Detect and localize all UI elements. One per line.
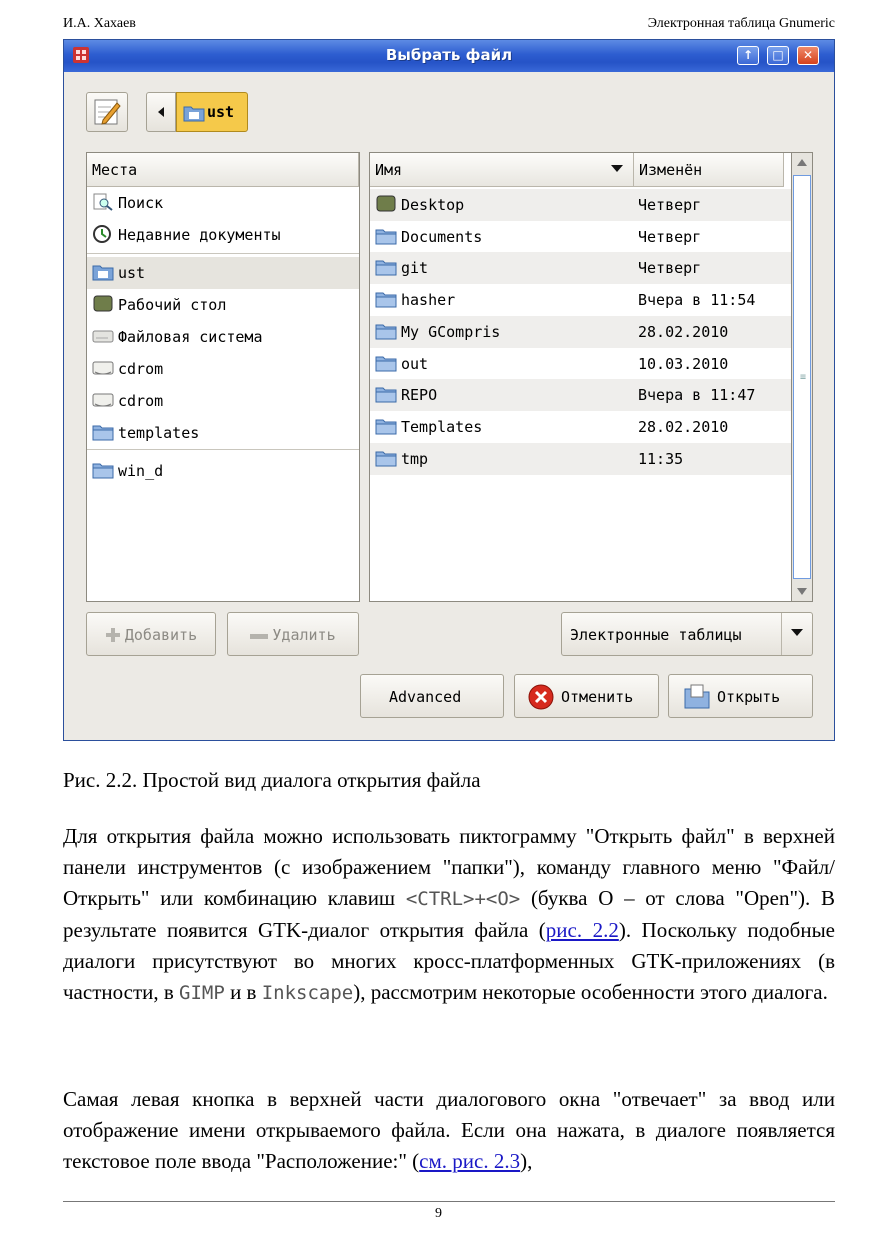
folder-icon (375, 354, 397, 372)
file-row[interactable] (370, 316, 812, 348)
places-item-label: cdrom (118, 392, 164, 410)
running-header-author: И.А. Хахаев (63, 16, 136, 31)
places-item[interactable] (87, 417, 359, 449)
remove-bookmark-button[interactable] (227, 612, 359, 656)
app-name-inkscape: Inkscape (261, 982, 354, 1004)
file-row[interactable] (370, 379, 812, 411)
file-modified: Четверг (638, 259, 702, 278)
type-filename-toggle[interactable] (86, 92, 128, 132)
paragraph-2-text-a: Самая левая кнопка в верхней части диалогового окна "отвечает" за ввод или отображение имени открываемого файла. Если она нажата, в диалоге появляется текстовое поле ввода "Расположение:" ( (63, 1087, 835, 1173)
file-modified: 10.03.2010 (638, 354, 729, 373)
places-item-label: Рабочий стол (118, 296, 227, 314)
file-modified: Четверг (638, 196, 702, 214)
places-item[interactable] (87, 385, 359, 417)
path-crumb-ust[interactable] (176, 92, 248, 132)
file-name: Templates (401, 417, 483, 436)
advanced-button[interactable] (360, 674, 504, 718)
home-folder-icon (92, 263, 114, 281)
file-row[interactable] (370, 348, 812, 380)
file-name: Documents (401, 227, 483, 246)
places-item-label: Недавние документы (118, 226, 281, 244)
places-item-label: templates (118, 424, 200, 442)
places-item[interactable] (87, 289, 359, 321)
recent-icon (92, 225, 114, 243)
file-modified: Вчера в 11:54 (638, 291, 756, 310)
folder-icon (375, 417, 397, 435)
filter-selected-value: Электронные таблицы (570, 626, 742, 644)
paragraph-2 (63, 1084, 835, 1177)
file-type-filter[interactable] (561, 612, 813, 656)
places-separator (87, 449, 359, 450)
cdrom-icon (92, 359, 114, 377)
file-name: REPO (401, 386, 438, 405)
minus-icon (250, 633, 268, 641)
scroll-down-icon (797, 588, 807, 595)
file-name: out (401, 354, 429, 373)
file-modified: 28.02.2010 (638, 417, 729, 436)
add-button-label: Добавить (124, 626, 198, 644)
sort-down-icon (611, 165, 623, 173)
dialog-title: Выбрать файл (385, 46, 513, 64)
arrow-up-icon: ↑ (742, 48, 754, 62)
places-item[interactable] (87, 257, 359, 289)
file-row[interactable] (370, 284, 812, 316)
file-modified: 28.02.2010 (638, 322, 729, 341)
keyboard-shortcut: <CTRL>+<O> (405, 888, 521, 910)
edit-pencil-icon (87, 93, 127, 131)
maximize-button[interactable] (767, 46, 789, 65)
app-name-gimp: GIMP (179, 982, 225, 1004)
home-folder-icon (183, 104, 205, 122)
cancel-icon (527, 683, 555, 711)
files-pane (369, 152, 813, 602)
places-item[interactable] (87, 455, 359, 487)
places-column-header[interactable]: Места (87, 153, 359, 187)
file-name: My GCompris (401, 322, 501, 341)
paragraph-1-text-d: и в (224, 980, 262, 1004)
files-scrollbar[interactable] (791, 152, 813, 602)
open-button[interactable] (668, 674, 813, 718)
filter-dropdown-toggle[interactable] (781, 613, 812, 655)
add-bookmark-button[interactable] (86, 612, 216, 656)
advanced-button-label: Advanced (389, 688, 462, 706)
folder-icon (375, 290, 397, 308)
places-pane (86, 152, 360, 602)
places-item-label: Файловая система (118, 328, 263, 346)
title-bar (64, 40, 834, 72)
file-row[interactable] (370, 443, 812, 475)
paragraph-1-text-b: (буква O – от слова "Open"). В результате появится GTK-диалог открытия файла ( (63, 886, 836, 942)
cancel-button[interactable] (514, 674, 659, 718)
arrow-left-icon (147, 93, 175, 131)
close-icon: ✕ (802, 48, 814, 62)
folder-icon (375, 258, 397, 276)
open-button-label: Открыть (717, 688, 781, 706)
places-item[interactable] (87, 219, 359, 251)
close-button[interactable] (797, 46, 819, 65)
search-icon (92, 193, 114, 211)
paragraph-1 (63, 821, 835, 1009)
footer-rule (63, 1201, 835, 1202)
paragraph-1-text-e: ), рассмотрим некоторые особенности этого диалога. (353, 980, 828, 1004)
plus-icon (105, 627, 121, 643)
places-separator (87, 253, 359, 254)
file-name: git (401, 259, 429, 278)
places-item[interactable] (87, 353, 359, 385)
figure-link[interactable]: рис. 2.2 (545, 918, 619, 942)
file-row[interactable] (370, 221, 812, 253)
file-modified: 11:35 (638, 449, 684, 468)
file-modified: Четверг (638, 227, 702, 246)
open-folder-icon (683, 683, 711, 711)
places-item-label: ust (118, 264, 146, 282)
folder-icon (375, 227, 397, 245)
paragraph-1-text-a: Для открытия файла можно использовать пиктограмму "Открыть файл" в верхней панели инструментов (с изображением "папки"), команду главного меню "Файл/Открыть" или комбинацию клавиш (63, 824, 835, 910)
path-crumb-label: ust (207, 103, 235, 121)
name-column-label: Имя (375, 161, 403, 179)
folder-icon (375, 449, 397, 467)
file-row[interactable] (370, 411, 812, 443)
file-name: tmp (401, 449, 429, 468)
places-item-label: win_d (118, 462, 164, 480)
file-row[interactable] (370, 189, 812, 221)
file-modified: Вчера в 11:47 (638, 386, 756, 405)
file-row[interactable] (370, 252, 812, 284)
file-name: Desktop (401, 196, 465, 214)
paragraph-2-text-b: ), (520, 1149, 533, 1173)
figure-caption: Рис. 2.2. Простой вид диалога открытия файла (63, 768, 481, 792)
scroll-up-icon (797, 159, 807, 166)
running-header-title: Электронная таблица Gnumeric (647, 16, 835, 31)
figure-link-2[interactable]: см. рис. 2.3 (419, 1149, 521, 1173)
folder-icon (92, 423, 114, 441)
drive-icon (92, 327, 114, 345)
places-item-label: Поиск (118, 194, 164, 212)
file-name: hasher (401, 291, 456, 310)
cdrom-icon (92, 391, 114, 409)
folder-icon (375, 322, 397, 340)
desktop-icon (375, 195, 397, 213)
name-column-header[interactable] (370, 153, 634, 187)
remove-button-label: Удалить (272, 626, 336, 644)
scrollbar-thumb[interactable] (793, 175, 811, 579)
folder-icon (375, 385, 397, 403)
desktop-icon (92, 295, 114, 313)
places-item[interactable] (87, 187, 359, 219)
grip-icon: ≡ (799, 372, 807, 383)
places-item[interactable] (87, 321, 359, 353)
path-back-button[interactable] (146, 92, 176, 132)
paragraph-1-text-c: ). Поскольку подобные диалоги присутствуют во многих кросс-платформенных GTK-приложениях (в частности, в (63, 918, 836, 1004)
file-chooser-dialog (63, 39, 835, 741)
page-number: 9 (435, 1206, 442, 1221)
folder-icon (92, 461, 114, 479)
modified-column-header[interactable]: Изменён (634, 153, 784, 187)
cancel-button-label: Отменить (561, 688, 634, 706)
places-item-label: cdrom (118, 360, 164, 378)
maximize-icon: □ (772, 48, 784, 62)
roll-up-button[interactable] (737, 46, 759, 65)
chevron-down-icon (791, 629, 803, 637)
